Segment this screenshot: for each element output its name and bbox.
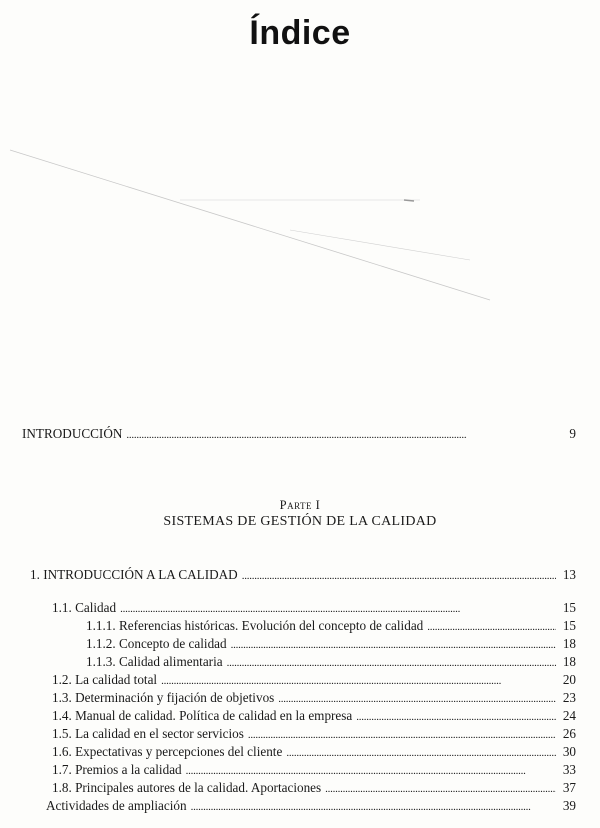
scan-speck	[404, 200, 414, 201]
page-title: Índice	[249, 14, 351, 52]
toc-entry-label: 1.1. Calidad	[52, 600, 117, 615]
part-heading	[0, 498, 600, 513]
toc-entry-page: 33	[562, 762, 576, 777]
toc-entry-activities[interactable]	[46, 798, 576, 815]
scan-streak	[290, 230, 470, 260]
toc-entry-page: 23	[562, 690, 576, 705]
toc-entry-page: 13	[562, 567, 576, 582]
toc-entry[interactable]	[52, 600, 576, 617]
toc-entry-page: 20	[562, 672, 576, 687]
toc-entry-introduccion[interactable]	[22, 426, 576, 443]
toc-entry-page: 30	[562, 744, 576, 759]
toc-entry[interactable]	[52, 744, 576, 761]
toc-entry-page: 9	[569, 426, 576, 441]
dot-leader	[120, 601, 556, 617]
toc-chapter-1[interactable]	[30, 567, 576, 584]
toc-entry-label: 1.1.1. Referencias históricas. Evolución del concepto de calidad	[86, 618, 424, 633]
toc-entry-label: 1.4. Manual de calidad. Política de calidad en la empresa	[52, 708, 353, 723]
part-title: SISTEMAS DE GESTIÓN DE LA CALIDAD	[163, 514, 437, 529]
toc-entry-page: 39	[562, 798, 576, 813]
toc-entry[interactable]	[52, 672, 576, 689]
toc-entry-page: 24	[562, 708, 576, 723]
toc-entry-label: Actividades de ampliación	[46, 798, 187, 813]
dot-leader	[278, 691, 556, 707]
toc-entry-label: 1.8. Principales autores de la calidad. Aportaciones	[52, 780, 322, 795]
toc-entry[interactable]	[86, 618, 576, 635]
toc-entry[interactable]	[86, 636, 576, 653]
scan-streak	[10, 150, 490, 300]
toc-entry-label: 1.6. Expectativas y percepciones del cliente	[52, 744, 283, 759]
toc-entry-label: 1.7. Premios a la calidad	[52, 762, 182, 777]
toc-entry-label: 1.2. La calidad total	[52, 672, 158, 687]
toc-entry[interactable]	[52, 726, 576, 743]
toc-entry-label: 1.1.2. Concepto de calidad	[86, 636, 227, 651]
toc-entry-page: 15	[562, 618, 576, 633]
part-label: Parte I	[279, 498, 321, 512]
toc-entry-label: 1. INTRODUCCIÓN A LA CALIDAD	[30, 567, 238, 582]
toc-entry-page: 26	[562, 726, 576, 741]
toc-entry-label: 1.1.3. Calidad alimentaria	[86, 654, 223, 669]
toc-entry[interactable]	[52, 690, 576, 707]
dot-leader	[186, 763, 556, 779]
toc-entry-label: 1.3. Determinación y fijación de objetivos	[52, 690, 275, 705]
dot-leader	[126, 427, 556, 443]
dot-leader	[286, 745, 556, 761]
toc-entry-page: 37	[562, 780, 576, 795]
toc-entry[interactable]	[52, 780, 576, 797]
dot-leader	[231, 637, 556, 653]
dot-leader	[161, 673, 556, 689]
dot-leader	[427, 619, 556, 635]
dot-leader	[227, 655, 556, 671]
toc-entry[interactable]	[86, 654, 576, 671]
dot-leader	[191, 799, 556, 815]
toc-entry-page: 18	[562, 636, 576, 651]
toc-entry-page: 15	[562, 600, 576, 615]
toc-entry[interactable]	[52, 762, 576, 779]
dot-leader	[356, 709, 556, 725]
dot-leader	[325, 781, 556, 797]
dot-leader	[242, 568, 556, 584]
toc-entry-label: INTRODUCCIÓN	[22, 426, 123, 441]
dot-leader	[248, 727, 556, 743]
toc-entry-page: 18	[562, 654, 576, 669]
toc-entry[interactable]	[52, 708, 576, 725]
toc-entry-label: 1.5. La calidad en el sector servicios	[52, 726, 244, 741]
